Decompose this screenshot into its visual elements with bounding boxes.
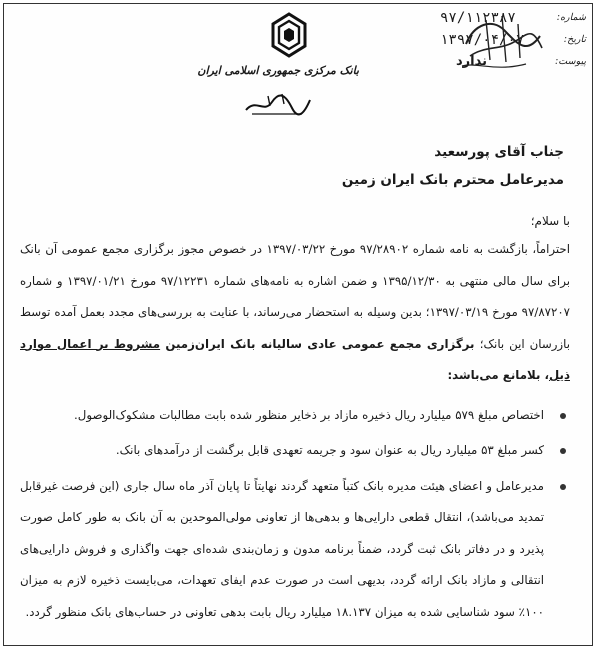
list-item-text: کسر مبلغ ۵۳ میلیارد ریال به عنوان سود و جریمه تعهدی قابل برگشت از درآمدهای بانک.	[115, 443, 544, 457]
list-item-text: اختصاص مبلغ ۵۷۹ میلیارد ریال ذخیره مازاد بر ذخایر منظور شده بابت مطالبات مشکوک‌الوصول.	[74, 407, 544, 422]
attachment-label: پیوست:	[555, 56, 586, 67]
attachment-value: ندارد	[456, 54, 488, 69]
letter-body	[20, 210, 570, 632]
main-paragraph-text: احتراماً، بازگشت به نامه شماره ۹۷/۲۸۹۰۲ مورخ ۱۳۹۷/۰۳/۲۲ در خصوص مجوز برگزاری مجمع عمومی آن بانک برای سال مالی منتهی به ۱۳۹۵/۱۲/۳۰ و ضمن اشاره به نامه‌های شماره ۹۷/۱۲۲۳۱ مورخ ۱۳۹۷/۰۱/۲۱ و شماره ۹۷/۸۷۲۰۷ مورخ ۱۳۹۷/۰۳/۱۹؛ بدین وسیله به استحضار می‌رساند، با عنایت به بررسی‌های مجدد بعمل آمده توسط بازرسان این بانک؛	[20, 242, 570, 351]
main-paragraph-condition: مشروط بر اعمال موارد ذیل	[20, 336, 570, 382]
recipient-title: مدیرعامل محترم بانک ایران زمین	[341, 172, 564, 188]
bullet-icon	[560, 448, 566, 454]
main-paragraph	[20, 234, 570, 392]
salutation: با سلام؛	[530, 214, 570, 228]
list-item-text: مدیرعامل و اعضای هیئت مدیره بانک کتباً متعهد گردند نهایتاً تا پایان آذر ماه سال جاری (این فرصت غیرقابل تمدید می‌باشد)، انتقال قطعی دارایی‌ها و بدهی‌ها از تعاونی مولی‌الموحدین به آن بانک به طور کامل صورت پذیرد و در دفاتر بانک ثبت گردد، ضمناً برنامه مدون و زمان‌بندی شده‌ای جهت واگذاری و فروش دارایی‌های انتقالی و مازاد بانک ارائه گردد، بدیهی است در صورت عدم ایفای تعهدات، می‌بایست ذخیره لازم به میزان ۱۰۰٪ سود شناسایی شده به میزان ۱۸.۱۳۷ میلیارد ریال بابت بدهی تعاونی در حساب‌های بانک منظور گردد.	[20, 478, 544, 619]
list-item	[20, 435, 570, 467]
list-item	[20, 400, 570, 432]
number-label: شماره:	[556, 12, 586, 23]
bullet-icon	[560, 484, 566, 490]
bank-emblem-icon	[271, 12, 307, 58]
main-paragraph-bold: برگزاری مجمع عمومی عادی سالیانه بانک ایران‌زمین	[160, 336, 480, 351]
bismillah-signature-icon	[242, 92, 312, 118]
bank-name: بانک مرکزی جمهوری اسلامی ایران	[197, 64, 359, 77]
recipient-name: جناب آقای پورسعید	[434, 144, 564, 160]
bullet-icon	[560, 413, 566, 419]
date-label: تاریخ:	[563, 34, 586, 45]
letter-number: ۹۷/۱۱۲۳۸۷	[440, 10, 516, 26]
official-stamp-icon	[456, 6, 546, 78]
recipient-block	[44, 140, 564, 192]
letter-page	[3, 3, 593, 646]
letterhead	[4, 4, 593, 124]
list-item	[20, 471, 570, 629]
conditions-list	[20, 400, 570, 629]
main-paragraph-tail: ، بلامانع می‌باشد:	[447, 368, 549, 382]
letter-date: ۱۳۹۷/۰۴/۰۷	[440, 32, 525, 48]
